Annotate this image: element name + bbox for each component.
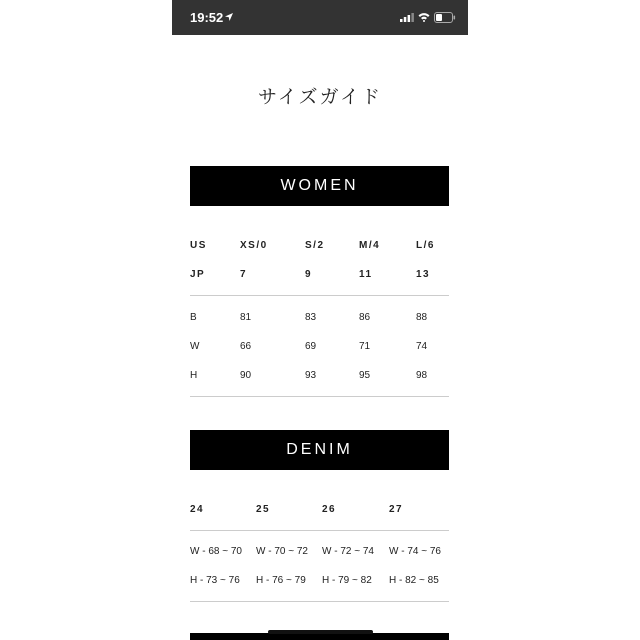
size-value: M/4 <box>359 240 381 251</box>
measure-value: 90 <box>240 370 252 381</box>
denim-size: 24 <box>190 504 205 515</box>
denim-hip: H - 73 ~ 76 <box>190 575 240 586</box>
divider <box>190 295 449 296</box>
denim-section-header: DENIM <box>190 430 449 470</box>
battery-icon <box>434 12 456 23</box>
women-waist-row <box>190 341 449 359</box>
measure-value: 88 <box>416 312 428 323</box>
denim-size: 25 <box>256 504 271 515</box>
measure-value: 66 <box>240 341 252 352</box>
denim-size-row <box>190 504 449 522</box>
measure-value: 86 <box>359 312 371 323</box>
women-us-row <box>190 240 449 258</box>
measure-label: B <box>190 312 197 323</box>
phone-screen <box>172 0 468 640</box>
size-value: 13 <box>416 269 431 280</box>
size-value: L/6 <box>416 240 435 251</box>
size-value: 11 <box>359 269 373 280</box>
measure-value: 69 <box>305 341 317 352</box>
denim-waist: W - 68 ~ 70 <box>190 546 242 557</box>
denim-waist: W - 70 ~ 72 <box>256 546 308 557</box>
divider <box>190 601 449 602</box>
status-bar <box>172 0 468 35</box>
measure-label: H <box>190 370 198 381</box>
measure-value: 95 <box>359 370 371 381</box>
divider <box>190 530 449 531</box>
size-value: XS/0 <box>240 240 268 251</box>
divider <box>190 396 449 397</box>
denim-size: 27 <box>389 504 404 515</box>
denim-waist: W - 72 ~ 74 <box>322 546 374 557</box>
denim-hip: H - 79 ~ 82 <box>322 575 372 586</box>
measure-value: 98 <box>416 370 428 381</box>
page-title: サイズガイド <box>258 86 382 108</box>
size-label: JP <box>190 269 206 280</box>
measure-value: 81 <box>240 312 252 323</box>
size-label: US <box>190 240 207 251</box>
women-bust-row <box>190 312 449 330</box>
home-indicator[interactable] <box>268 630 373 634</box>
measure-value: 93 <box>305 370 317 381</box>
denim-size: 26 <box>322 504 337 515</box>
women-hip-row <box>190 370 449 388</box>
denim-hip: H - 76 ~ 79 <box>256 575 306 586</box>
size-value: S/2 <box>305 240 325 251</box>
denim-hip-row <box>190 575 449 593</box>
women-jp-row <box>190 269 449 287</box>
measure-label: W <box>190 341 200 352</box>
measure-value: 71 <box>359 341 371 352</box>
measure-value: 74 <box>416 341 428 352</box>
denim-waist-row <box>190 546 449 564</box>
wifi-icon <box>418 12 430 22</box>
cellular-signal-icon <box>400 13 414 22</box>
status-time: 19:52 <box>190 10 224 25</box>
size-value: 9 <box>305 269 313 280</box>
denim-hip: H - 82 ~ 85 <box>389 575 439 586</box>
denim-waist: W - 74 ~ 76 <box>389 546 441 557</box>
women-section-header: WOMEN <box>190 166 449 206</box>
location-arrow-icon <box>224 12 234 22</box>
size-value: 7 <box>240 269 248 280</box>
next-section-header <box>190 633 449 640</box>
measure-value: 83 <box>305 312 317 323</box>
